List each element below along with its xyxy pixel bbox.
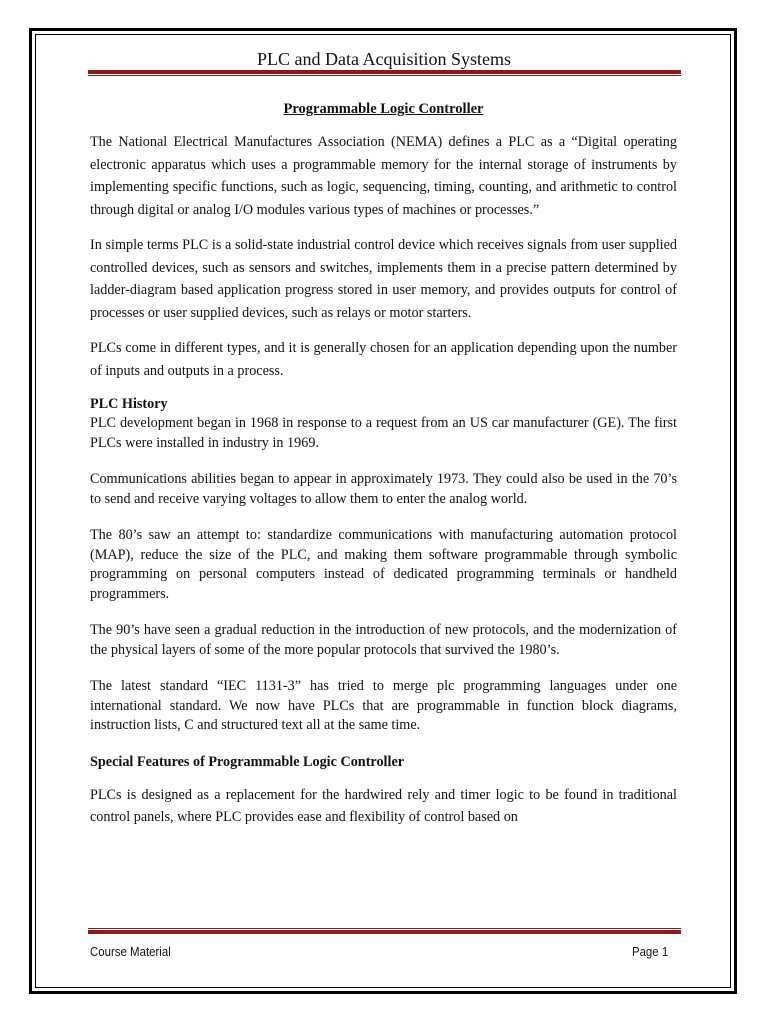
document-title: Programmable Logic Controller xyxy=(283,101,484,117)
footer-left-text: Course Material xyxy=(90,944,171,959)
page-number: Page 1 xyxy=(631,944,668,959)
paragraph: PLCs come in different types, and it is generally chosen for an application depending upon the number of inputs and outputs in a process. xyxy=(90,340,677,379)
paragraph: PLC development began in 1968 in response to a request from an US car manufacturer (GE). The first PLCs were installed in industry in 1969. xyxy=(90,415,677,451)
paragraph: PLCs is designed as a replacement for the hardwired rely and timer logic to be found in traditional control panels, where PLC provides ease and flexibility of control based on xyxy=(90,786,677,825)
paragraph: The 90’s have seen a gradual reduction in the introduction of new protocols, and the modernization of the physical layers of some of the more popular protocols that survived the 1980’s. xyxy=(90,622,677,658)
section-heading-history: PLC History xyxy=(90,396,168,412)
section-heading-features: Special Features of Programmable Logic Controller xyxy=(90,753,405,770)
paragraph: Communications abilities began to appear in approximately 1973. They could also be used in the 70’s to send and receive varying voltages to allow them to enter the analog world. xyxy=(90,471,677,507)
paragraph: The 80’s saw an attempt to: standardize communications with manufacturing automation protocol (MAP), reduce the size of the PLC, and making them software programmable through symbolic programming on personal computers instead of dedicated programming terminals or handheld programmers. xyxy=(90,527,677,602)
footer-rule xyxy=(88,928,681,934)
paragraph: The National Electrical Manufactures Association (NEMA) defines a PLC as a “Digital operating electronic apparatus which uses a programmable memory for the internal storage of instruments by implementing specific functions, such as logic, sequencing, timing, counting, and arithmetic to control through digital or analog I/O modules various types of machines or processes.” xyxy=(90,134,677,218)
paragraph: In simple terms PLC is a solid-state industrial control device which receives signals from user supplied controlled devices, such as sensors and switches, implements them in a precise pattern determined by ladder-diagram based application progress stored in user memory, and provides outputs for control of processes or user supplied devices, such as relays or motor starters. xyxy=(90,237,677,321)
paragraph: The latest standard “IEC 1131-3” has tried to merge plc programming languages under one international standard. We now have PLCs that are programmable in function block diagrams, instruction lists, C and structured text all at the same time. xyxy=(90,678,677,733)
header-rule xyxy=(88,70,681,76)
header-title: PLC and Data Acquisition Systems xyxy=(257,49,511,69)
page-content xyxy=(90,100,677,842)
